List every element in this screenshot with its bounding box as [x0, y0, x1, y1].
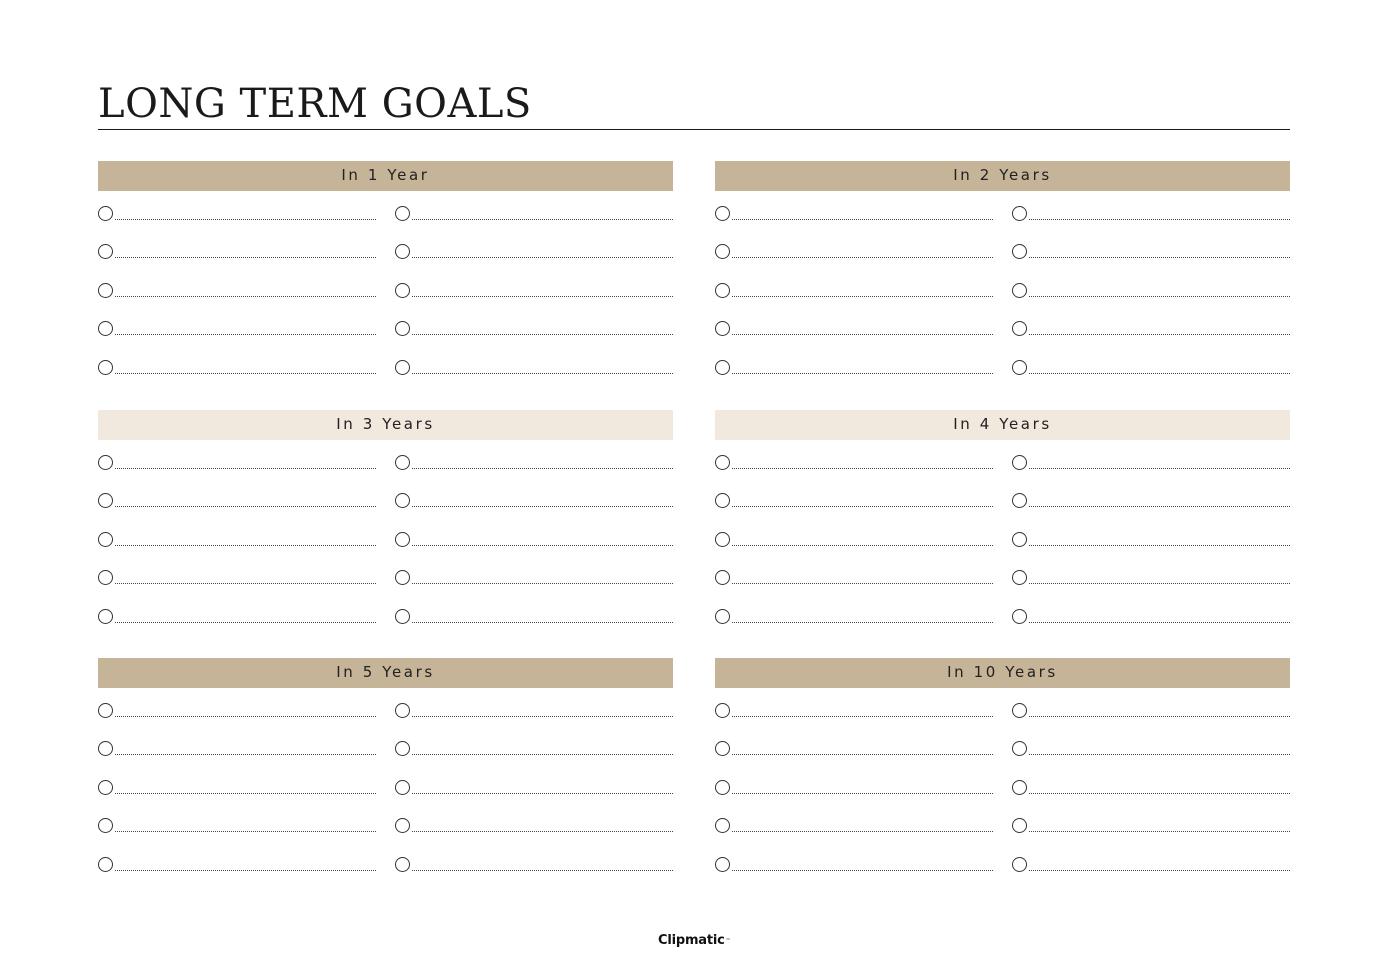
goal-writing-line[interactable] — [1029, 831, 1290, 832]
goal-column — [98, 658, 376, 890]
circle-checkbox-icon[interactable] — [98, 321, 113, 336]
goal-item — [1012, 531, 1290, 551]
goal-writing-line[interactable] — [732, 334, 993, 335]
goal-writing-line[interactable] — [412, 373, 673, 374]
goal-item — [98, 359, 376, 379]
goal-item — [715, 740, 993, 760]
goal-item — [715, 531, 993, 551]
goal-writing-line[interactable] — [115, 793, 376, 794]
goal-item — [1012, 454, 1290, 474]
circle-checkbox-icon[interactable] — [1012, 857, 1027, 872]
goal-item — [1012, 243, 1290, 263]
goal-writing-line[interactable] — [732, 716, 993, 717]
goal-writing-line[interactable] — [115, 754, 376, 755]
circle-checkbox-icon[interactable] — [395, 609, 410, 624]
circle-checkbox-icon[interactable] — [715, 206, 730, 221]
goal-item — [395, 359, 673, 379]
goal-writing-line[interactable] — [412, 622, 673, 623]
goal-writing-line[interactable] — [1029, 622, 1290, 623]
goal-item — [395, 492, 673, 512]
goal-item — [715, 569, 993, 589]
goal-section — [98, 658, 673, 890]
circle-checkbox-icon[interactable] — [395, 857, 410, 872]
goal-item — [395, 817, 673, 837]
goal-item — [715, 492, 993, 512]
goal-item — [395, 569, 673, 589]
goal-writing-line[interactable] — [115, 622, 376, 623]
section-header: In 2 Years — [715, 161, 1290, 191]
circle-checkbox-icon[interactable] — [715, 244, 730, 259]
goal-item — [395, 779, 673, 799]
goal-writing-line[interactable] — [1029, 373, 1290, 374]
circle-checkbox-icon[interactable] — [715, 780, 730, 795]
goal-item — [98, 320, 376, 340]
goal-item — [715, 702, 993, 722]
brand-logo-text: Clipmatic — [658, 933, 725, 948]
goal-item — [1012, 856, 1290, 876]
section-header: In 3 Years — [98, 410, 673, 440]
circle-checkbox-icon[interactable] — [715, 741, 730, 756]
goal-writing-line[interactable] — [115, 831, 376, 832]
goal-writing-line[interactable] — [412, 296, 673, 297]
circle-checkbox-icon[interactable] — [98, 493, 113, 508]
goal-item — [395, 531, 673, 551]
goal-item — [1012, 779, 1290, 799]
goal-item — [1012, 569, 1290, 589]
goal-item — [98, 608, 376, 628]
goal-writing-line[interactable] — [1029, 583, 1290, 584]
circle-checkbox-icon[interactable] — [1012, 570, 1027, 585]
goal-writing-line[interactable] — [732, 506, 993, 507]
circle-checkbox-icon[interactable] — [1012, 455, 1027, 470]
goal-writing-line[interactable] — [732, 793, 993, 794]
circle-checkbox-icon[interactable] — [715, 818, 730, 833]
goal-writing-line[interactable] — [115, 373, 376, 374]
goal-item — [715, 454, 993, 474]
circle-checkbox-icon[interactable] — [98, 703, 113, 718]
goal-item — [395, 740, 673, 760]
goal-item — [715, 205, 993, 225]
goal-writing-line[interactable] — [412, 219, 673, 220]
circle-checkbox-icon[interactable] — [715, 360, 730, 375]
circle-checkbox-icon[interactable] — [1012, 206, 1027, 221]
circle-checkbox-icon[interactable] — [98, 360, 113, 375]
goal-writing-line[interactable] — [1029, 793, 1290, 794]
goal-writing-line[interactable] — [1029, 545, 1290, 546]
goal-section — [715, 658, 1290, 890]
circle-checkbox-icon[interactable] — [98, 244, 113, 259]
circle-checkbox-icon[interactable] — [715, 455, 730, 470]
circle-checkbox-icon[interactable] — [715, 570, 730, 585]
circle-checkbox-icon[interactable] — [715, 321, 730, 336]
goal-writing-line[interactable] — [732, 257, 993, 258]
goal-writing-line[interactable] — [412, 793, 673, 794]
goal-item — [1012, 740, 1290, 760]
goal-item — [98, 282, 376, 302]
goal-writing-line[interactable] — [115, 716, 376, 717]
goal-writing-line[interactable] — [1029, 754, 1290, 755]
goal-writing-line[interactable] — [412, 754, 673, 755]
goal-column — [395, 410, 673, 642]
goal-item — [98, 205, 376, 225]
goal-writing-line[interactable] — [732, 622, 993, 623]
goal-writing-line[interactable] — [732, 296, 993, 297]
circle-checkbox-icon[interactable] — [1012, 780, 1027, 795]
brand-logo — [658, 933, 730, 949]
circle-checkbox-icon[interactable] — [395, 741, 410, 756]
circle-checkbox-icon[interactable] — [395, 455, 410, 470]
goal-writing-line[interactable] — [115, 468, 376, 469]
circle-checkbox-icon[interactable] — [395, 493, 410, 508]
goal-item — [715, 320, 993, 340]
goal-item — [395, 702, 673, 722]
goal-writing-line[interactable] — [1029, 468, 1290, 469]
goal-writing-line[interactable] — [412, 506, 673, 507]
circle-checkbox-icon[interactable] — [395, 283, 410, 298]
circle-checkbox-icon[interactable] — [395, 206, 410, 221]
goal-item — [98, 702, 376, 722]
goal-writing-line[interactable] — [115, 545, 376, 546]
goal-column — [715, 161, 993, 393]
circle-checkbox-icon[interactable] — [1012, 532, 1027, 547]
goal-column — [1012, 658, 1290, 890]
goal-writing-line[interactable] — [1029, 296, 1290, 297]
circle-checkbox-icon[interactable] — [98, 741, 113, 756]
goal-item — [395, 320, 673, 340]
goal-item — [1012, 359, 1290, 379]
circle-checkbox-icon[interactable] — [715, 493, 730, 508]
goal-item — [715, 243, 993, 263]
goal-writing-line[interactable] — [412, 545, 673, 546]
goal-item — [395, 243, 673, 263]
goal-item — [1012, 702, 1290, 722]
goal-item — [98, 531, 376, 551]
goal-item — [98, 492, 376, 512]
circle-checkbox-icon[interactable] — [98, 206, 113, 221]
goal-item — [715, 608, 993, 628]
goal-section — [715, 161, 1290, 393]
goal-column — [715, 410, 993, 642]
goal-writing-line[interactable] — [115, 219, 376, 220]
goal-item — [98, 243, 376, 263]
circle-checkbox-icon[interactable] — [98, 857, 113, 872]
goal-column — [395, 658, 673, 890]
title-divider — [98, 129, 1290, 130]
circle-checkbox-icon[interactable] — [395, 570, 410, 585]
goal-writing-line[interactable] — [732, 870, 993, 871]
goal-writing-line[interactable] — [115, 583, 376, 584]
goal-writing-line[interactable] — [412, 468, 673, 469]
goal-item — [98, 569, 376, 589]
goal-item — [715, 856, 993, 876]
circle-checkbox-icon[interactable] — [715, 283, 730, 298]
goal-writing-line[interactable] — [412, 257, 673, 258]
goal-column — [98, 161, 376, 393]
goal-writing-line[interactable] — [115, 296, 376, 297]
goal-item — [395, 205, 673, 225]
section-header: In 10 Years — [715, 658, 1290, 688]
circle-checkbox-icon[interactable] — [395, 780, 410, 795]
goal-writing-line[interactable] — [1029, 257, 1290, 258]
goal-writing-line[interactable] — [1029, 219, 1290, 220]
circle-checkbox-icon[interactable] — [715, 703, 730, 718]
goal-item — [1012, 608, 1290, 628]
goal-writing-line[interactable] — [115, 257, 376, 258]
goal-item — [395, 608, 673, 628]
goal-writing-line[interactable] — [1029, 716, 1290, 717]
goal-item — [715, 359, 993, 379]
goal-column — [1012, 161, 1290, 393]
goal-writing-line[interactable] — [412, 831, 673, 832]
circle-checkbox-icon[interactable] — [1012, 609, 1027, 624]
circle-checkbox-icon[interactable] — [715, 609, 730, 624]
goal-writing-line[interactable] — [412, 716, 673, 717]
circle-checkbox-icon[interactable] — [395, 818, 410, 833]
circle-checkbox-icon[interactable] — [395, 703, 410, 718]
circle-checkbox-icon[interactable] — [395, 360, 410, 375]
goal-column — [715, 658, 993, 890]
goal-item — [395, 282, 673, 302]
circle-checkbox-icon[interactable] — [1012, 321, 1027, 336]
goal-writing-line[interactable] — [412, 334, 673, 335]
goal-writing-line[interactable] — [1029, 334, 1290, 335]
circle-checkbox-icon[interactable] — [1012, 493, 1027, 508]
goal-section — [715, 410, 1290, 642]
circle-checkbox-icon[interactable] — [98, 455, 113, 470]
circle-checkbox-icon[interactable] — [1012, 360, 1027, 375]
goal-writing-line[interactable] — [732, 831, 993, 832]
goal-section — [98, 410, 673, 642]
circle-checkbox-icon[interactable] — [98, 570, 113, 585]
goal-item — [1012, 205, 1290, 225]
circle-checkbox-icon[interactable] — [1012, 818, 1027, 833]
circle-checkbox-icon[interactable] — [395, 321, 410, 336]
goal-item — [98, 740, 376, 760]
circle-checkbox-icon[interactable] — [395, 244, 410, 259]
circle-checkbox-icon[interactable] — [98, 532, 113, 547]
goal-column — [98, 410, 376, 642]
circle-checkbox-icon[interactable] — [395, 532, 410, 547]
goal-item — [98, 817, 376, 837]
goal-writing-line[interactable] — [732, 373, 993, 374]
circle-checkbox-icon[interactable] — [715, 857, 730, 872]
goal-item — [98, 856, 376, 876]
goal-writing-line[interactable] — [732, 545, 993, 546]
circle-checkbox-icon[interactable] — [1012, 703, 1027, 718]
circle-checkbox-icon[interactable] — [715, 532, 730, 547]
goal-item — [715, 282, 993, 302]
goal-writing-line[interactable] — [732, 219, 993, 220]
goal-item — [1012, 817, 1290, 837]
goal-item — [1012, 320, 1290, 340]
goal-writing-line[interactable] — [732, 583, 993, 584]
goal-writing-line[interactable] — [732, 468, 993, 469]
goal-item — [98, 779, 376, 799]
goal-item — [1012, 282, 1290, 302]
goal-item — [715, 779, 993, 799]
goal-column — [1012, 410, 1290, 642]
section-header: In 1 Year — [98, 161, 673, 191]
trademark-mark: ™ — [725, 938, 731, 944]
goal-item — [715, 817, 993, 837]
section-header: In 5 Years — [98, 658, 673, 688]
goal-writing-line[interactable] — [412, 870, 673, 871]
circle-checkbox-icon[interactable] — [1012, 283, 1027, 298]
goal-writing-line[interactable] — [115, 870, 376, 871]
circle-checkbox-icon[interactable] — [1012, 244, 1027, 259]
goal-writing-line[interactable] — [1029, 506, 1290, 507]
goal-item — [395, 454, 673, 474]
circle-checkbox-icon[interactable] — [98, 818, 113, 833]
goal-writing-line[interactable] — [115, 334, 376, 335]
goal-writing-line[interactable] — [412, 583, 673, 584]
circle-checkbox-icon[interactable] — [98, 283, 113, 298]
page-title: LONG TERM GOALS — [98, 81, 532, 127]
section-header: In 4 Years — [715, 410, 1290, 440]
goal-item — [98, 454, 376, 474]
goal-column — [395, 161, 673, 393]
goal-item — [395, 856, 673, 876]
circle-checkbox-icon[interactable] — [98, 780, 113, 795]
goal-writing-line[interactable] — [1029, 870, 1290, 871]
goal-item — [1012, 492, 1290, 512]
goal-section — [98, 161, 673, 393]
goal-writing-line[interactable] — [732, 754, 993, 755]
circle-checkbox-icon[interactable] — [1012, 741, 1027, 756]
circle-checkbox-icon[interactable] — [98, 609, 113, 624]
goal-writing-line[interactable] — [115, 506, 376, 507]
